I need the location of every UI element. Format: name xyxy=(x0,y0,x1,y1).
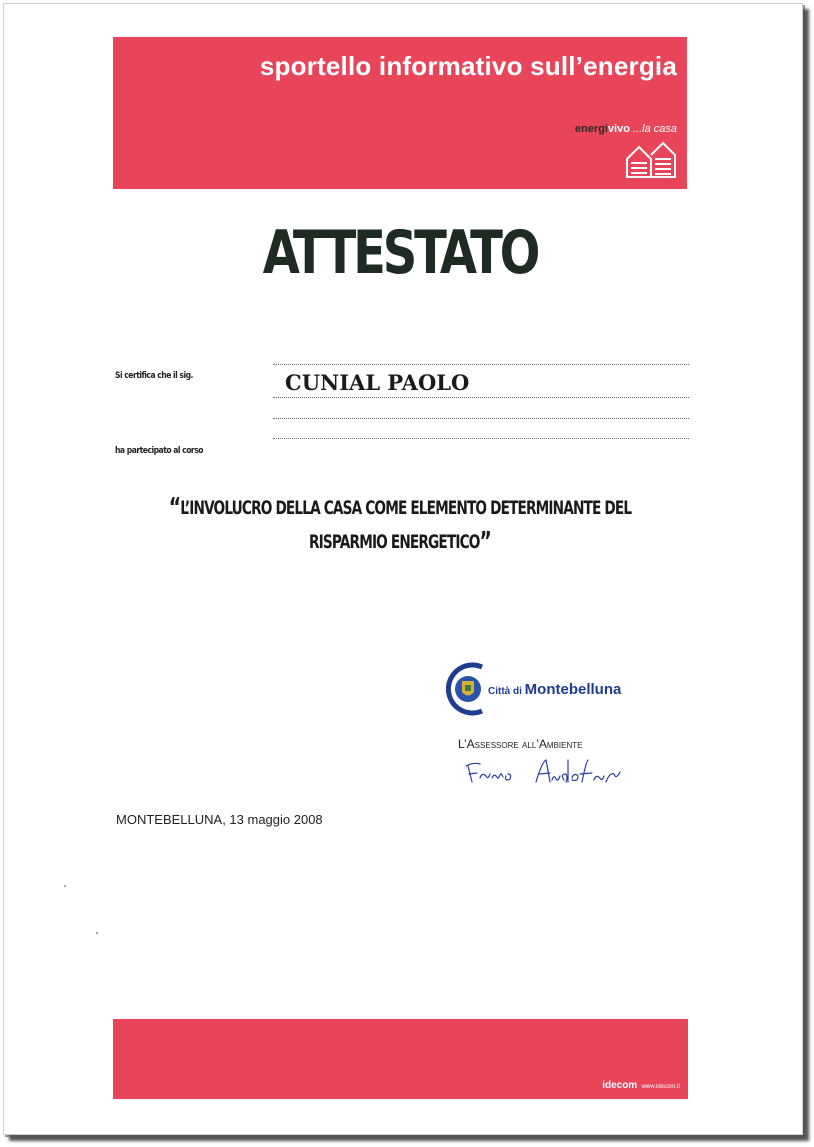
footer-banner xyxy=(113,1019,688,1099)
certify-label: Si certifica che il sig. xyxy=(115,371,193,381)
recipient-name: CUNIAL PAOLO xyxy=(285,370,470,395)
scan-speck xyxy=(96,932,98,934)
header-banner xyxy=(113,37,687,189)
name-line-1 xyxy=(273,397,689,398)
scan-speck xyxy=(64,885,66,887)
name-line-2 xyxy=(273,418,689,419)
course-title-line1: “L’INVOLUCRO DELLA CASA COME ELEMENTO DETERMINANTE DEL xyxy=(168,493,632,523)
montebelluna-logo-text: Città di Montebelluna xyxy=(488,681,622,698)
header-tagline: energivivo ...la casa xyxy=(574,123,677,135)
footer-brand: idecom www.idecom.it xyxy=(602,1080,680,1091)
certificate-heading: ATTESTATO xyxy=(262,218,538,288)
issuer-role: L’Assessore all’Ambiente xyxy=(458,737,583,751)
name-line-top xyxy=(273,364,689,365)
place-date: MONTEBELLUNA, 13 maggio 2008 xyxy=(116,812,323,827)
name-line-3 xyxy=(273,438,689,439)
course-label: ha partecipato al corso xyxy=(115,446,204,456)
header-title: sportello informativo sull’energia xyxy=(259,51,677,81)
house-icon xyxy=(625,141,677,179)
signature xyxy=(460,752,630,792)
course-title-line2: RISPARMIO ENERGETICO” xyxy=(309,527,491,557)
